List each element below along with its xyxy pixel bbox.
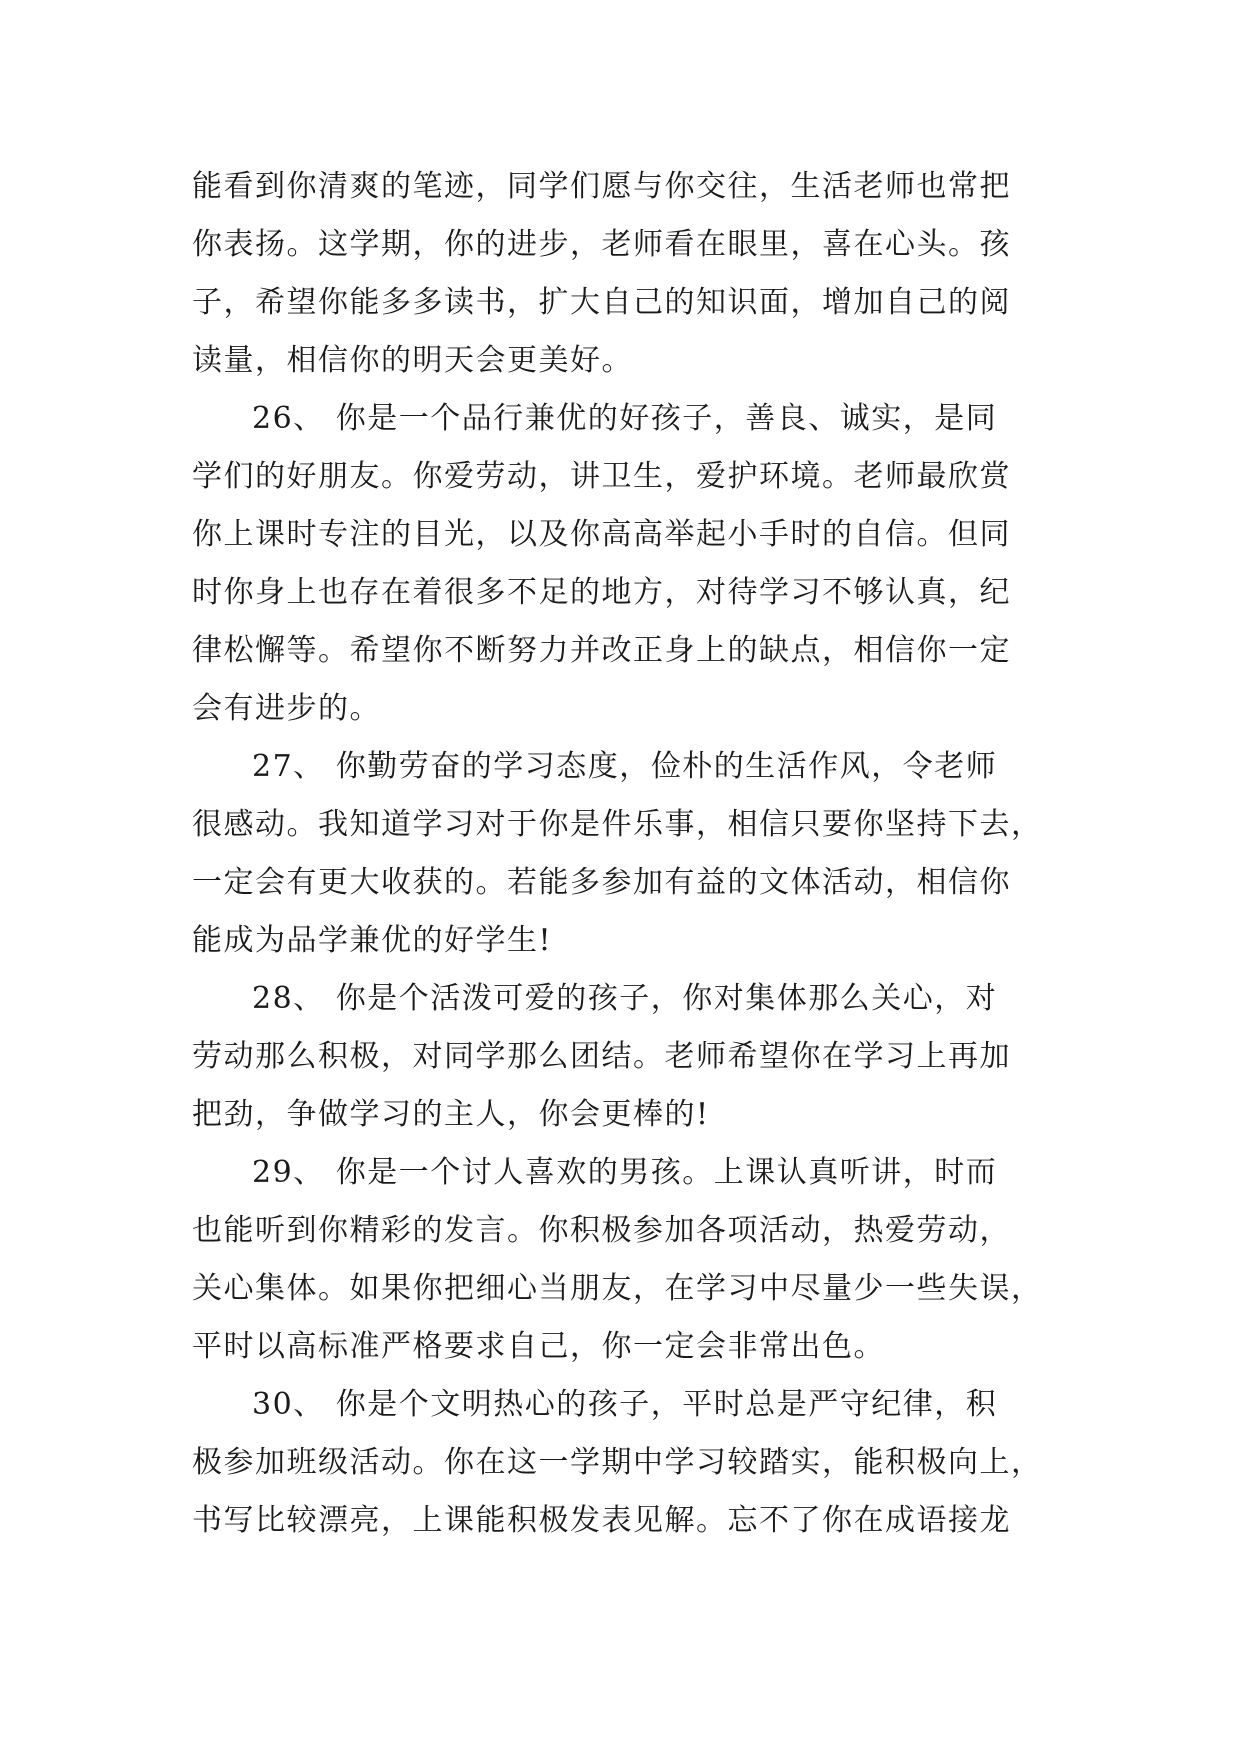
text-line: 你表扬。这学期，你的进步，老师看在眼里，喜在心头。孩	[192, 227, 1011, 262]
paragraph-first-line: 27、 你勤劳奋的学习态度，俭朴的生活作风，令老师	[252, 749, 998, 784]
text-line: 平时以高标准严格要求自己，你一定会非常出色。	[192, 1329, 885, 1364]
text-line: 子，希望你能多多读书，扩大自己的知识面，增加自己的阅	[192, 285, 1011, 320]
text-line: 书写比较漂亮，上课能积极发表见解。忘不了你在成语接龙	[192, 1503, 1011, 1538]
text-line: 一定会有更大收获的。若能多参加有益的文体活动，相信你	[192, 865, 1011, 900]
text-line: 把劲，争做学习的主人，你会更棒的!	[192, 1097, 710, 1132]
text-line: 极参加班级活动。你在这一学期中学习较踏实，能积极向上，	[192, 1445, 1043, 1480]
text-line: 劳动那么积极，对同学那么团结。老师希望你在学习上再加	[192, 1039, 1011, 1074]
text-line: 也能听到你精彩的发言。你积极参加各项活动，热爱劳动，	[192, 1213, 1011, 1248]
text-line: 时你身上也存在着很多不足的地方，对待学习不够认真，纪	[192, 575, 1011, 610]
paragraph-first-line: 30、 你是个文明热心的孩子，平时总是严守纪律，积	[252, 1387, 998, 1422]
text-line: 能成为品学兼优的好学生!	[192, 923, 553, 958]
text-line: 关心集体。如果你把细心当朋友，在学习中尽量少一些失误，	[192, 1271, 1043, 1306]
paragraph-first-line: 26、 你是一个品行兼优的好孩子，善良、诚实，是同	[252, 401, 998, 436]
text-line: 会有进步的。	[192, 691, 381, 726]
paragraph-first-line: 29、 你是一个讨人喜欢的男孩。上课认真听讲，时而	[252, 1155, 998, 1190]
text-line: 你上课时专注的目光，以及你高高举起小手时的自信。但同	[192, 517, 1011, 552]
text-line: 律松懈等。希望你不断努力并改正身上的缺点，相信你一定	[192, 633, 1011, 668]
text-line: 读量，相信你的明天会更美好。	[192, 343, 633, 378]
document-body	[192, 158, 1050, 1550]
text-line: 很感动。我知道学习对于你是件乐事，相信只要你坚持下去，	[192, 807, 1043, 842]
text-line: 能看到你清爽的笔迹，同学们愿与你交往，生活老师也常把	[192, 169, 1011, 204]
text-line: 学们的好朋友。你爱劳动，讲卫生，爱护环境。老师最欣赏	[192, 459, 1011, 494]
paragraph-first-line: 28、 你是个活泼可爱的孩子，你对集体那么关心，对	[252, 981, 998, 1016]
